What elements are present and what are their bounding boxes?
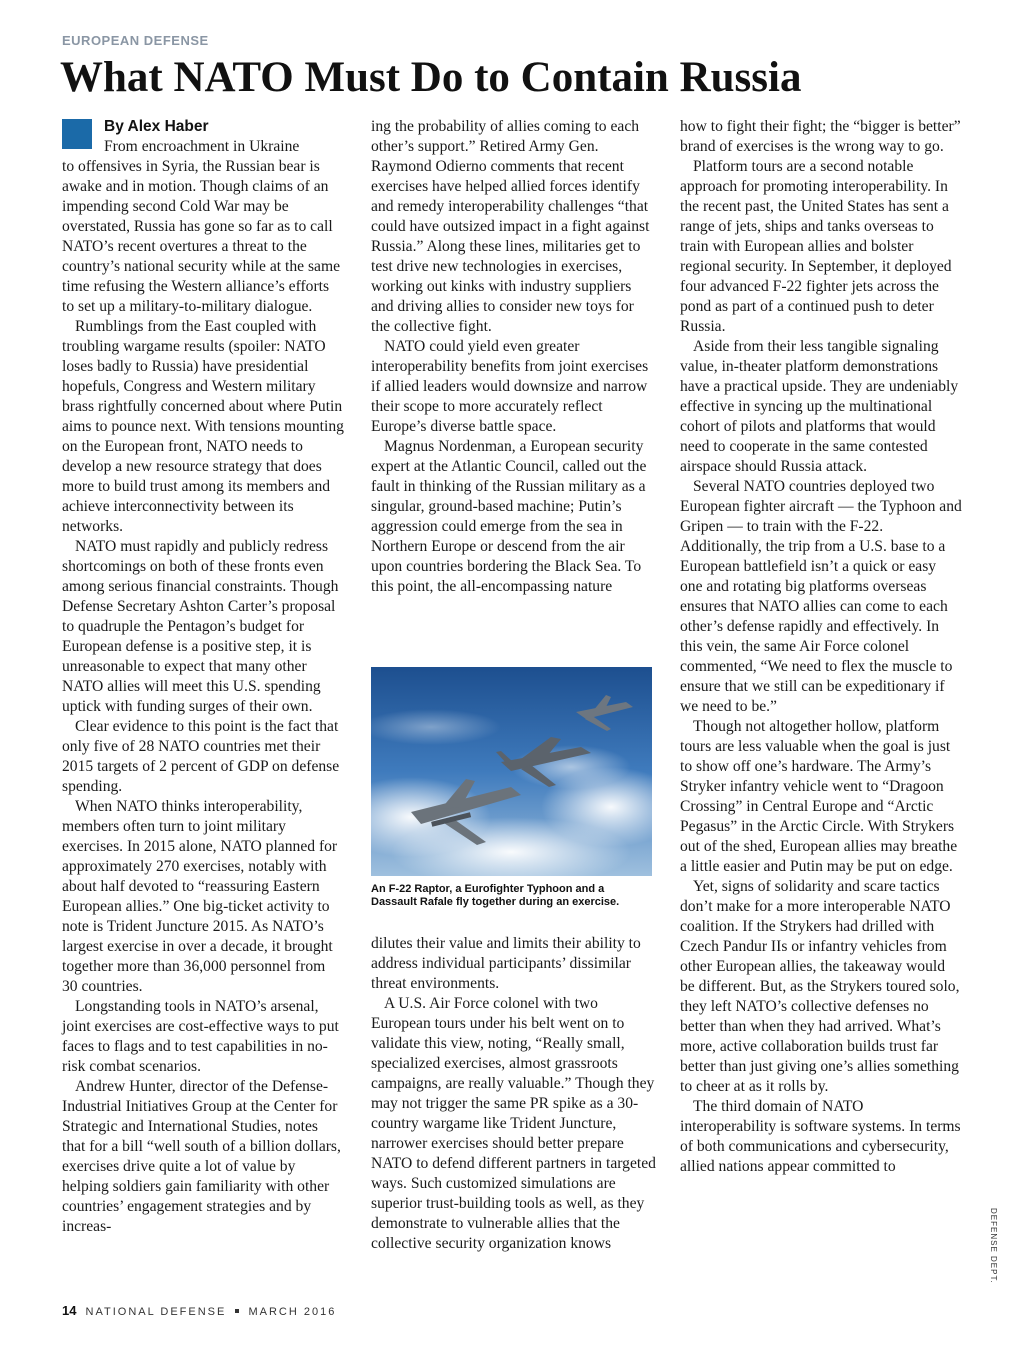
photo-credit: DEFENSE DEPT. [989,1208,998,1284]
paragraph: A U.S. Air Force colonel with two European tours under his belt went on to validate this view, noting, “Really small, specialized exercises, almost grassroots campaigns, are really valuable.” Though they may not trigger the same PR spike as a 30-country wargame like Trident Juncture, narrower exercises should better prepare NATO to defend different partners in targeted ways. Such customized simulations are superior trust-building tools as well, as they demonstrate to vulnerable allies that the collective security organization knows [371,995,656,1252]
page-footer [62,1303,336,1318]
paragraph: Andrew Hunter, director of the Defense-Industrial Initiatives Group at the Center for Strategic and International Studies, notes that for a bill “well south of a billion dollars, exercises drive quite a lot of value by helping soldiers gain familiarity with other countries’ engagement strategies and by increas- [62,1078,341,1235]
lead-first-line: From encroachment in Ukraine [104,138,300,155]
paragraph: NATO must rapidly and publicly redress shortcomings on both of these fronts even among serious financial constraints. Though Defense Secretary Ashton Carter’s proposal to quadruple the Pentagon’s budget for European defense is a positive step, it is unreasonable to expect that many other NATO allies will meet this U.S. spending uptick with funding surges of their own. [62,538,339,715]
paragraph: to offensives in Syria, the Russian bear is awake and in motion. Though claims of an impending second Cold War may be overstated, Russia has gone so far as to call NATO’s recent overtures a threat to the country’s national security while at the same time refusing the Western alliance’s efforts to set up a military-to-military dialogue. [62,158,341,315]
photo-illustration [371,667,652,876]
paragraph: Yet, signs of solidarity and scare tactics don’t make for a more interoperable NATO coalition. If the Strykers had drilled with Czech Pandur IIs or infantry vehicles from other European allies, the takeaway would be different. But, as the Strykers toured solo, they left NATO’s collective defenses no better than when they had arrived. What’s more, active collaboration builds trust far better than just giving one’s allies something to cheer at as it rolls by. [680,878,960,1095]
paragraph: Magnus Nordenman, a European security expert at the Atlantic Council, called out the fault in thinking of the Russian military as a singular, ground-based machine; Putin’s aggression could emerge from the sea in Northern Europe or descend from the air upon countries bordering the Black Sea. To this point, the all-encompassing nature [371,438,647,595]
issue-date: MARCH 2016 [248,1306,337,1318]
byline-block [62,117,344,157]
paragraph: NATO could yield even greater interoperability benefits from joint exercises if allied leaders would downsize and narrow their scope to more accurately reflect Europe’s diverse battle space. [371,338,649,435]
photo-caption: An F-22 Raptor, a Eurofighter Typhoon and a Dassault Rafale fly together during an exercise. [371,883,620,908]
page-number: 14 [62,1303,77,1318]
section-label: EUROPEAN DEFENSE [62,33,209,48]
paragraph: Clear evidence to this point is the fact that only five of 28 NATO countries met their 2015 targets of 2 percent of GDP on defense spending. [62,718,340,795]
paragraph: The third domain of NATO interoperability is software systems. In terms of both communications and cybersecurity, allied nations appear committed to [680,1098,961,1175]
byline: By Alex Haber [104,118,209,135]
paragraph: how to fight their fight; the “bigger is better” brand of exercises is the wrong way to go. [680,118,961,155]
column-1 [62,117,344,1237]
paragraph: dilutes their value and limits their ability to address individual participants’ dissimilar threat environments. [371,935,641,992]
paragraph: When NATO thinks interoperability, members often turn to joint military exercises. In 2015 alone, NATO planned for approximately 270 exercises, notably with about half devoted to “reassuring Eastern European allies.” One big-ticket activity to note is Trident Juncture 2015. As NATO’s largest exercise in over a decade, it brought together more than 36,000 personnel from 30 countries. [62,798,338,995]
paragraph: Several NATO countries deployed two European fighter aircraft — the Typhoon and Gripen — to train with the F-22. Additionally, the trip from a U.S. base to a European battlefield isn’t a quick or easy one and rotating big platforms overseas ensures that NATO allies can come to each other’s defense rapidly and effectively. In this vein, the same Air Force colonel commented, “We need to flex the muscle to ensure that we still can be expeditionary if we need to be.” [680,478,962,715]
paragraph: Aside from their less tangible signaling value, in-theater platform demonstrations have a practical upside. They are undeniably effective in syncing up the multinational cohort of pilots and platforms that would need to cooperate in the same contested airspace should Russia attack. [680,338,959,475]
fighter-jets-photo [371,667,652,876]
column-2-bottom [371,934,656,1254]
paragraph: Longstanding tools in NATO’s arsenal, joint exercises are cost-effective ways to put faces to flags and to test capabilities in no-risk combat scenarios. [62,998,339,1075]
paragraph: Though not altogether hollow, platform tours are less valuable when the goal is just to show off one’s hardware. The Army’s Stryker infantry vehicle went to “Dragoon Crossing” in Central Europe and “Arctic Pegasus” in the Arctic Circle. With Strykers out of the shed, European allies may breathe a little easier and Putin may be put on edge. [680,718,958,875]
separator-dot [235,1309,239,1313]
paragraph: ing the probability of allies coming to each other’s support.” Retired Army Gen. Raymond Odierno comments that recent exercises have helped allied forces identify and remedy interoperability challenges “that could have outsized impact in a fight against Russia.” Along these lines, militaries get to test drive new technologies in exercises, working out kinks with industry suppliers and driving allies to consider new toys for the collective fight. [371,118,650,335]
paragraph: Platform tours are a second notable approach for promoting interoperability. In the recent past, the United States has sent a range of jets, ships and tanks overseas to train with European allies and bolster regional security. In September, it deployed four advanced F-22 fighter jets across the pond as part of a continued push to deter Russia. [680,158,952,335]
paragraph: Rumblings from the East coupled with troubling wargame results (spoiler: NATO loses badly to Russia) have presidential hopefuls, Congress and Western military brass rightfully concerned about where Putin aims to pounce next. With tensions mounting on the European front, NATO needs to develop a new resource strategy that does more to build trust among its members and achieve interconnectivity between its networks. [62,318,344,535]
accent-square [62,119,92,149]
column-3 [680,117,962,1177]
publication-name: NATIONAL DEFENSE [85,1306,227,1318]
column-2-top [371,117,656,597]
article-headline: What NATO Must Do to Contain Russia [60,54,802,101]
